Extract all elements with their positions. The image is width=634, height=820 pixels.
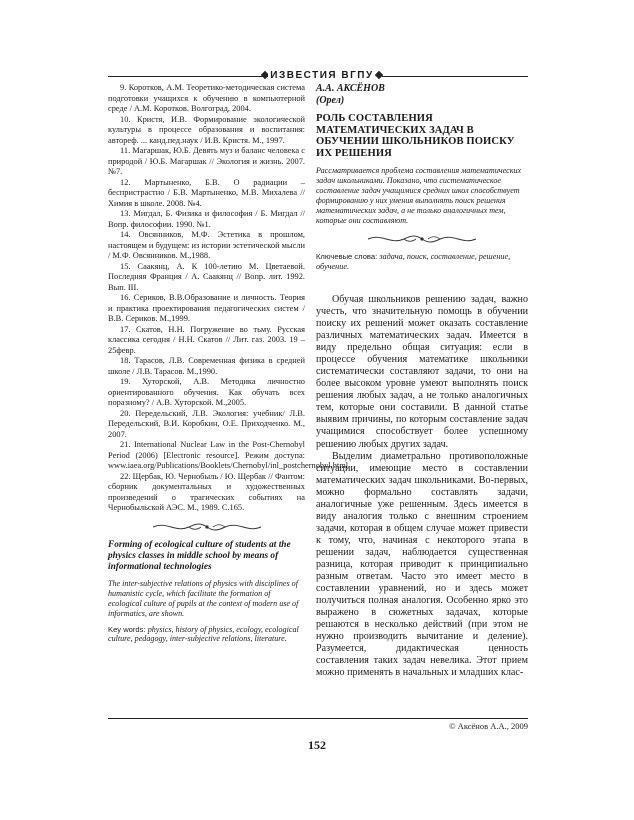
english-keywords (108, 625, 305, 644)
header-rule-left (108, 76, 268, 77)
english-keywords-label: Key words: (108, 624, 146, 634)
reference-item: 17. Скатов, Н.Н. Погружение во тьму. Русская классика сегодня / Н.Н. Скатов // Лит. газ. 2003. 19 – 25февр. (108, 324, 305, 355)
reference-item: 11. Магаршак, Ю.Б. Девять муз и баланс человека с природой / Ю.Б. Магаршак // Экология и жизнь. 2007. №7. (108, 146, 305, 176)
article-keywords-label: Ключевые слова: (316, 252, 378, 262)
reference-item: 20. Передельский, Л.В. Экология: учебник/ Л.В. Передельский, В.И. Коробкин, О.Е. Приходченко. М., 2007. (108, 408, 305, 439)
reference-item: 21. International Nuclear Law in the Post-Chernobyl Period (2006) [Electronic resource]. Режим доступа: www.iaea.org/Publications/Booklets/Chernobyl/inl_postchernobyl.html (108, 440, 349, 470)
spacer (316, 272, 528, 294)
english-title: Forming of ecological culture of students at the physics classes in middle school by means of informational technologies (108, 539, 291, 573)
article-keywords (316, 252, 528, 272)
article-abstract: Рассматривается проблема составления математических задач школьниками. Показано, что систематическое составление задач учащимися средних школ способствует формированию у них умения выполнять поиск решения математических задач, а не только аналогичных тем, которые они составляют. (316, 166, 522, 226)
page-number: 152 (308, 738, 326, 752)
header-rule-right (382, 76, 528, 77)
header-diamond-right (375, 71, 383, 79)
reference-item: 16. Сериков, В.В.Образование и личность. Теория и практика проектирования педагогических систем / В.В. Сериков. М.,1999. (108, 293, 305, 323)
article-keywords-value: задача, поиск, составление, решение, обучение. (316, 252, 511, 272)
english-abstract: The inter-subjective relations of physics with disciplines of humanistic cycle, which facilitate the formation of ecological culture of pupils at the context of modern use of informatics, are shown. (108, 578, 299, 618)
reference-item: 9. Коротков, А.М. Теоретико-методическая система подготовки учащихся к обучению в компьютерной среде / А.М. Коротков. Волгоград, 2004. (108, 83, 305, 113)
reference-item: 10. Кристя, И.В. Формирование экологической культуры в процессе образования и воспитания: автореф. ... канд.пед.наук / И.В. Кристя. М., 1997. (108, 114, 305, 145)
reference-item: 15. Саакянц, А. К 100-летию М. Цветаевой. Последняя Франция / А. Саакянц // Вопр. лит. 1992. Вып. III. (108, 261, 305, 292)
article-title: РОЛЬ СОСТАВЛЕНИЯ МАТЕМАТИЧЕСКИХ ЗАДАЧ В ОБУЧЕНИИ ШКОЛЬНИКОВ ПОИСКУ ИХ РЕШЕНИЯ (316, 113, 515, 159)
ornament-divider-icon (362, 232, 482, 246)
reference-item: 18. Тарасов, Л.В. Современная физика в средней школе / Л.В. Тарасов. М.,1990. (108, 356, 305, 376)
body-paragraph: Обучая школьников решению задач, важно учесть, что значительную помощь в обучении поиску их решений может оказать составление различных математических задач. Имеется в виду предельно общая ситуация: если в процессе обучения математике школьники систематически составляют задачи, то они на более высоком уровне умеют выполнять поиск решения любых задач, а не только аналогичных тем, которые они составили. В данной статье выявим причины, по которым составление задач учащимися способствует более успешному решению любых других задач. (316, 293, 528, 450)
english-keywords-value: physics, history of physics, ecology, ecological culture, pedagogy, inter-subjective relations, literature. (108, 624, 299, 644)
journal-title: ИЗВЕСТИЯ ВГПУ (268, 69, 376, 83)
body-paragraph: Выделим диаметрально противоположные ситуации, имеющие место в составлении математических задач школьниками. Во-первых, можно формально составлять задачи, аналогичные уже решенным. Здесь имеется в виду аналогия только с внешним строением задачи, которая в общем случае может привести к тому, что, начиная с некоторого этапа в решении задач, наблюдается существенная разница, которая приводит к принципиально разным ответам. Часто это имеет место в составлении уравнений, но и здесь может получиться полная аналогия. Особенно ярко это выражено в сюжетных задачах, которые решаются в несколько действий (при этом не нужно производить вычитание и деление). Разумеется, дидактическая ценность составления таких задач невелика. Этот прием можно применять в начальных и младших клас- (316, 450, 528, 679)
right-column (316, 83, 528, 679)
reference-item: 13. Мигдал, Б. Физика и философия / Б. Мигдал // Вопр. философии. 1990. №1. (108, 209, 305, 229)
article-city: (Орел) (316, 95, 345, 106)
reference-item: 14. Овсянников, М.Ф. Эстетика в прошлом, настоящем и будущем: из истории эстетической мысли / М.Ф. Овсянников. М.,1988. (108, 230, 305, 260)
reference-item: 22. Щербак, Ю. Чернобыль / Ю. Щербак // Фантом: сборник документальных и художественных произведений о трагических событиях на Чернобыльской АЭС. М., 1989. С.165. (108, 471, 305, 512)
article-author: А.А. АКСЁНОВ (316, 83, 385, 94)
copyright-notice: © Аксёнов А.А., 2009 (449, 721, 528, 731)
reference-item: 19. Хуторской, А.В. Методика личностно ориентированного обучения. Как обучать всех поразному? / А.В. Хуторской. М.,2005. (108, 377, 305, 407)
reference-item: 12. Мартыненко, Б.В. О радиации – беспристрастно / Б.В. Мартыненко, М.В. Михалева // Химия в школе. 2008. №4. (108, 177, 305, 208)
footer-rule (108, 718, 528, 719)
ornament-divider-icon (147, 520, 267, 534)
